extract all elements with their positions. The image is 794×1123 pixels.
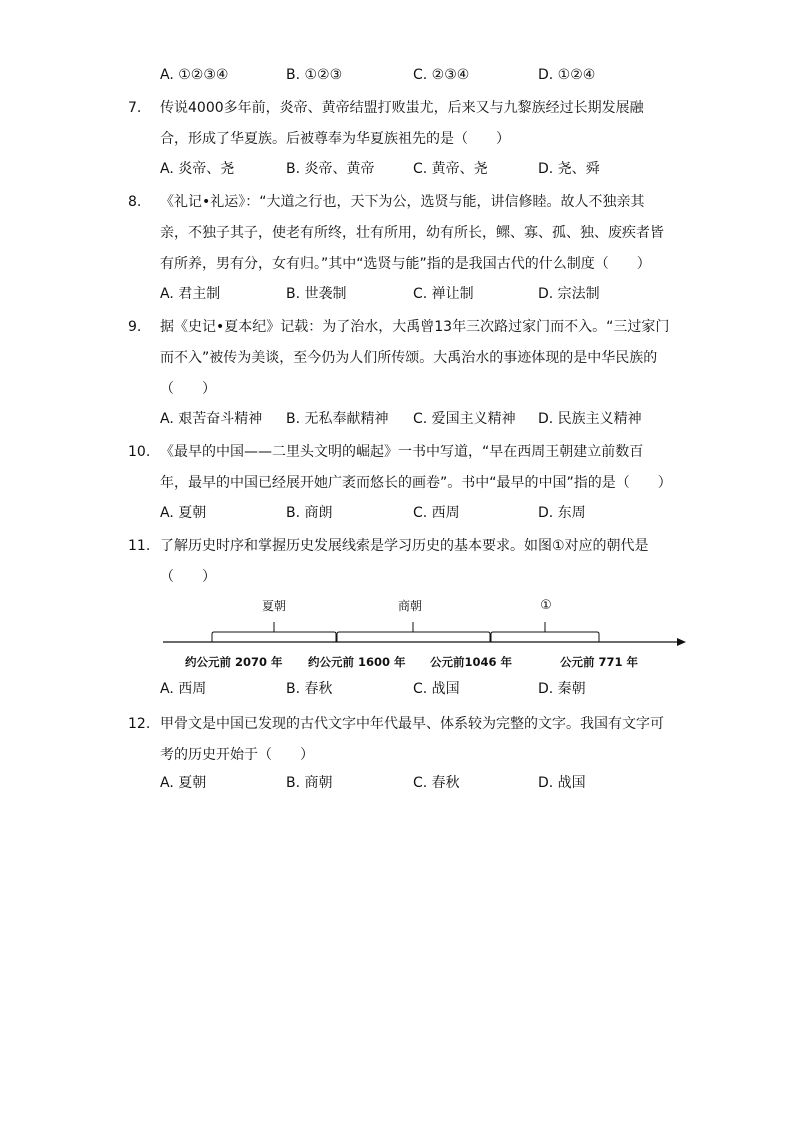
timeline-date-1046: 公元前1046 年	[430, 655, 513, 669]
q11-option-c[interactable]: C. 战国	[413, 681, 460, 697]
q7-option-d[interactable]: D. 尧、舜	[538, 161, 600, 177]
question-text: 了解历史时序和掌握历史发展线索是学习历史的基本要求。如图①对应的朝代是（ ）	[160, 538, 649, 585]
q12-option-a[interactable]: A. 夏朝	[160, 775, 207, 791]
question-9	[128, 312, 688, 405]
q11-option-d[interactable]: D. 秦朝	[538, 681, 586, 697]
q11-option-a[interactable]: A. 西周	[160, 681, 207, 697]
q10-options	[160, 502, 720, 524]
q7-options	[160, 158, 720, 180]
q11-options	[160, 678, 720, 700]
bracket-unknown	[491, 632, 599, 642]
question-10	[128, 437, 688, 499]
question-8	[128, 187, 688, 280]
q6-option-a[interactable]: A. ①②③④	[160, 67, 229, 83]
q8-option-b[interactable]: B. 世袭制	[286, 286, 347, 302]
question-text: 甲骨文是中国已发现的古代文字中年代最早、体系较为完整的文字。我国有文字可考的历史开始于（ ）	[160, 716, 664, 763]
timeline-arrow-icon	[677, 638, 686, 646]
q12-option-d[interactable]: D. 战国	[538, 775, 586, 791]
question-7	[128, 93, 688, 155]
q7-option-b[interactable]: B. 炎帝、黄帝	[286, 161, 375, 177]
q9-option-a[interactable]: A. 艰苦奋斗精神	[160, 411, 263, 427]
timeline-period-unknown: ①	[540, 598, 552, 613]
q6-option-c[interactable]: C. ②③④	[413, 67, 470, 83]
q8-options	[160, 283, 720, 305]
question-number: 8.	[128, 194, 142, 210]
question-number: 10.	[128, 444, 151, 460]
question-number: 11.	[128, 538, 151, 554]
q10-option-a[interactable]: A. 夏朝	[160, 505, 207, 521]
question-12	[128, 709, 688, 771]
q10-option-d[interactable]: D. 东周	[538, 505, 586, 521]
question-number: 7.	[128, 100, 142, 116]
q9-options	[160, 408, 720, 430]
q7-option-a[interactable]: A. 炎帝、尧	[160, 161, 235, 177]
q10-option-b[interactable]: B. 商朗	[286, 505, 333, 521]
q12-options	[160, 772, 720, 794]
question-11	[128, 531, 688, 593]
q6-option-d[interactable]: D. ①②④	[538, 67, 596, 83]
question-text: 传说4000多年前，炎帝、黄帝结盟打败蚩尤，后来又与九黎族经过长期发展融合，形成了华夏族。后被尊奉为华夏族祖先的是（ ）	[160, 100, 644, 147]
bracket-shang	[337, 632, 490, 642]
q8-option-a[interactable]: A. 君主制	[160, 286, 221, 302]
bracket-xia	[212, 632, 336, 642]
q6-options	[160, 64, 720, 86]
timeline-date-771: 公元前 771 年	[560, 655, 639, 669]
question-number: 12.	[128, 716, 151, 732]
timeline-period-xia: 夏朝	[261, 599, 287, 613]
q8-option-c[interactable]: C. 禅让制	[413, 286, 474, 302]
timeline-date-1600: 约公元前 1600 年	[308, 655, 406, 669]
question-text: 《最早的中国——二里头文明的崛起》一书中写道，“早在西周王朝建立前数百年，最早的中国已经展开她广袤而悠长的画卷”。书中“最早的中国”指的是（ ）	[160, 444, 672, 491]
q10-option-c[interactable]: C. 西周	[413, 505, 460, 521]
q6-option-b[interactable]: B. ①②③	[286, 67, 343, 83]
q7-option-c[interactable]: C. 黄帝、尧	[413, 161, 488, 177]
q11-option-b[interactable]: B. 春秋	[286, 681, 333, 697]
timeline-diagram	[150, 588, 695, 674]
timeline-period-shang: 商朝	[397, 599, 423, 613]
q9-option-c[interactable]: C. 爱国主义精神	[413, 411, 516, 427]
timeline-date-2070: 约公元前 2070 年	[185, 655, 283, 669]
q12-option-c[interactable]: C. 春秋	[413, 775, 460, 791]
q9-option-b[interactable]: B. 无私奉献精神	[286, 411, 389, 427]
q8-option-d[interactable]: D. 宗法制	[538, 286, 600, 302]
q12-option-b[interactable]: B. 商朝	[286, 775, 333, 791]
q9-option-d[interactable]: D. 民族主义精神	[538, 411, 642, 427]
question-number: 9.	[128, 319, 142, 335]
question-text: 《礼记•礼运》：“大道之行也，天下为公，选贤与能，讲信修睦。故人不独亲其亲，不独子其子，使老有所终，壮有所用，幼有所长，鳏、寡、孤、独、废疾者皆有所养，男有分，女有归。”其中“选贤与能”指的是我国古代的什么制度（ ）	[160, 194, 664, 272]
question-text: 据《史记•夏本纪》记载：为了治水，大禹曾13年三次路过家门而不入。“三过家门而不入”被传为美谈，至今仍为人们所传颂。大禹治水的事迹体现的是中华民族的（ ）	[160, 319, 670, 397]
